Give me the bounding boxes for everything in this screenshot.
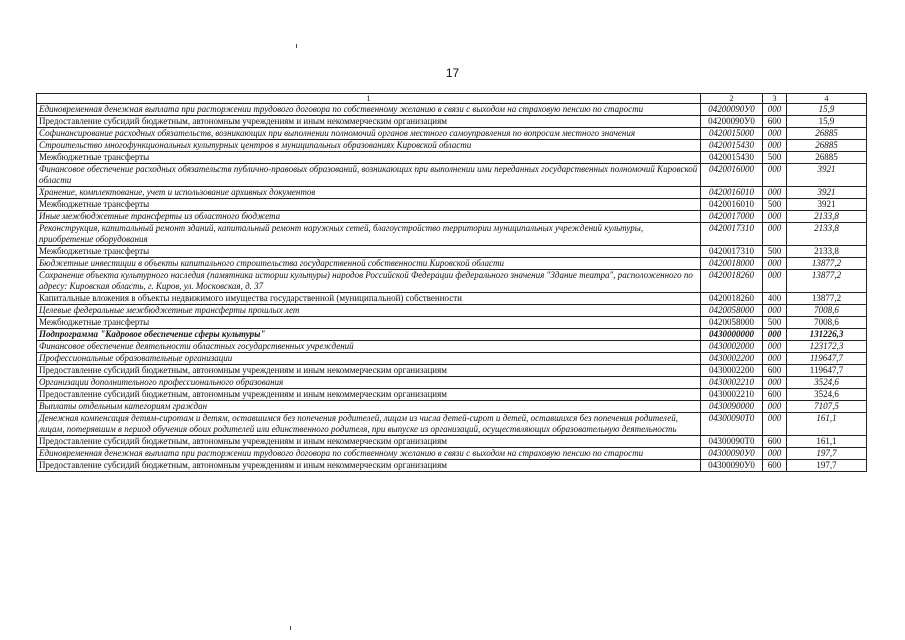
cell-sum: 197,7 <box>787 448 867 460</box>
cell-code: 04200090У0 <box>701 116 763 128</box>
cell-sum: 3524,6 <box>787 389 867 401</box>
cell-name: Финансовое обеспечение расходных обязательств публично-правовых образований, возникающих при выполнении ими переданных государственных полномочий Кировской области <box>37 164 701 187</box>
table-row <box>37 353 867 365</box>
table-row <box>37 140 867 152</box>
column-header-name: 1 <box>37 94 701 104</box>
cell-sum: 131226,3 <box>787 329 867 341</box>
cell-name: Целевые федеральные межбюджетные трансферты прошлых лет <box>37 305 701 317</box>
table-row <box>37 293 867 305</box>
cell-name: Подпрограмма "Кадровое обеспечение сферы культуры" <box>37 329 701 341</box>
scan-speck <box>296 44 297 48</box>
cell-code: 04300090У0 <box>701 448 763 460</box>
cell-expense-type: 000 <box>763 104 787 116</box>
cell-sum: 161,1 <box>787 413 867 436</box>
cell-name: Единовременная денежная выплата при расторжении трудового договора по собственному желанию в связи с выходом на страховую пенсию по старости <box>37 104 701 116</box>
cell-expense-type: 600 <box>763 116 787 128</box>
cell-sum: 13877,2 <box>787 293 867 305</box>
table-row <box>37 246 867 258</box>
cell-expense-type: 000 <box>763 258 787 270</box>
cell-expense-type: 600 <box>763 365 787 377</box>
cell-code: 0420017310 <box>701 246 763 258</box>
cell-sum: 2133,8 <box>787 211 867 223</box>
cell-code: 0430002200 <box>701 353 763 365</box>
cell-code: 0420016000 <box>701 164 763 187</box>
column-header-code: 2 <box>701 94 763 104</box>
cell-code: 0420015430 <box>701 152 763 164</box>
cell-code: 0420018260 <box>701 293 763 305</box>
cell-sum: 13877,2 <box>787 270 867 293</box>
cell-expense-type: 000 <box>763 211 787 223</box>
cell-sum: 7008,6 <box>787 305 867 317</box>
table-row <box>37 329 867 341</box>
cell-sum: 7008,6 <box>787 317 867 329</box>
cell-name: Предоставление субсидий бюджетным, автономным учреждениям и иным некоммерческим организациям <box>37 460 701 472</box>
cell-code: 0430002200 <box>701 365 763 377</box>
cell-name: Сохранение объекта культурного наследия (памятника истории культуры) народов Российской Федерации федерального значения "Здание театра", расположенного по адресу: Кировская область, г. Киров, ул. Московская, д. 37 <box>37 270 701 293</box>
cell-expense-type: 000 <box>763 353 787 365</box>
cell-name: Софинансирование расходных обязательств, возникающих при выполнении полномочий органов местного самоуправления по вопросам местного значения <box>37 128 701 140</box>
cell-code: 0420018000 <box>701 258 763 270</box>
table-header-row <box>37 94 867 104</box>
cell-sum: 119647,7 <box>787 353 867 365</box>
cell-code: 0420015430 <box>701 140 763 152</box>
cell-sum: 161,1 <box>787 436 867 448</box>
table-row <box>37 365 867 377</box>
cell-sum: 3524,6 <box>787 377 867 389</box>
cell-name: Предоставление субсидий бюджетным, автономным учреждениям и иным некоммерческим организациям <box>37 436 701 448</box>
cell-expense-type: 000 <box>763 377 787 389</box>
cell-expense-type: 000 <box>763 401 787 413</box>
cell-sum: 15,9 <box>787 104 867 116</box>
cell-name: Межбюджетные трансферты <box>37 246 701 258</box>
cell-expense-type: 600 <box>763 436 787 448</box>
table-row <box>37 199 867 211</box>
cell-name: Единовременная денежная выплата при расторжении трудового договора по собственному желанию в связи с выходом на страховую пенсию по старости <box>37 448 701 460</box>
table-row <box>37 401 867 413</box>
cell-code: 0430002210 <box>701 377 763 389</box>
cell-sum: 15,9 <box>787 116 867 128</box>
cell-code: 0420018260 <box>701 270 763 293</box>
cell-code: 0430000000 <box>701 329 763 341</box>
cell-sum: 3921 <box>787 199 867 211</box>
cell-expense-type: 500 <box>763 199 787 211</box>
cell-name: Денежная компенсация детям-сиротам и детям, оставшимся без попечения родителей, лицам из числа детей-сирот и детей, оставшихся без попечения родителей, лицам, потерявшим в период обучения обоих родителей или единственного родителя, при выпуске из организаций, осуществляющих образовательную деятельность <box>37 413 701 436</box>
cell-expense-type: 500 <box>763 317 787 329</box>
column-header-expense-type: 3 <box>763 94 787 104</box>
scan-speck <box>290 626 291 630</box>
cell-name: Выплаты отдельным категориям граждан <box>37 401 701 413</box>
cell-code: 04300090Т0 <box>701 436 763 448</box>
cell-expense-type: 500 <box>763 246 787 258</box>
cell-expense-type: 000 <box>763 305 787 317</box>
cell-name: Предоставление субсидий бюджетным, автономным учреждениям и иным некоммерческим организациям <box>37 116 701 128</box>
cell-name: Организации дополнительного профессионального образования <box>37 377 701 389</box>
table-row <box>37 448 867 460</box>
table-row <box>37 223 867 246</box>
cell-expense-type: 000 <box>763 128 787 140</box>
cell-code: 0420058000 <box>701 305 763 317</box>
cell-code: 0420016010 <box>701 187 763 199</box>
cell-expense-type: 000 <box>763 341 787 353</box>
cell-name: Профессиональные образовательные организации <box>37 353 701 365</box>
cell-name: Реконструкция, капитальный ремонт зданий, капитальный ремонт наружных сетей, благоустройство территории муниципальных учреждений культуры, приобретение оборудования <box>37 223 701 246</box>
cell-expense-type: 600 <box>763 460 787 472</box>
cell-name: Межбюджетные трансферты <box>37 199 701 211</box>
table-row <box>37 164 867 187</box>
table-row <box>37 211 867 223</box>
table-row <box>37 377 867 389</box>
cell-name: Межбюджетные трансферты <box>37 317 701 329</box>
cell-name: Финансовое обеспечение деятельности областных государственных учреждений <box>37 341 701 353</box>
cell-code: 0420015000 <box>701 128 763 140</box>
cell-code: 0420058000 <box>701 317 763 329</box>
cell-expense-type: 000 <box>763 164 787 187</box>
table-row <box>37 436 867 448</box>
cell-code: 04200090У0 <box>701 104 763 116</box>
table-row <box>37 104 867 116</box>
cell-expense-type: 000 <box>763 140 787 152</box>
cell-code: 0420017000 <box>701 211 763 223</box>
table-row <box>37 413 867 436</box>
cell-code: 0420017310 <box>701 223 763 246</box>
cell-sum: 3921 <box>787 164 867 187</box>
table-row <box>37 389 867 401</box>
page-number: 17 <box>445 66 460 80</box>
budget-table <box>36 93 867 472</box>
cell-sum: 26885 <box>787 140 867 152</box>
cell-sum: 13877,2 <box>787 258 867 270</box>
cell-name: Строительство многофункциональных культурных центров в муниципальных образованиях Кировской области <box>37 140 701 152</box>
table-row <box>37 128 867 140</box>
table-row <box>37 317 867 329</box>
cell-name: Предоставление субсидий бюджетным, автономным учреждениям и иным некоммерческим организациям <box>37 389 701 401</box>
cell-code: 0430090000 <box>701 401 763 413</box>
cell-sum: 2133,8 <box>787 223 867 246</box>
table-row <box>37 460 867 472</box>
cell-expense-type: 400 <box>763 293 787 305</box>
cell-name: Межбюджетные трансферты <box>37 152 701 164</box>
cell-sum: 26885 <box>787 128 867 140</box>
table-row <box>37 187 867 199</box>
cell-expense-type: 500 <box>763 152 787 164</box>
cell-expense-type: 000 <box>763 187 787 199</box>
table-row <box>37 305 867 317</box>
cell-code: 04300090У0 <box>701 460 763 472</box>
cell-name: Предоставление субсидий бюджетным, автономным учреждениям и иным некоммерческим организациям <box>37 365 701 377</box>
cell-code: 0430002210 <box>701 389 763 401</box>
column-header-sum: 4 <box>787 94 867 104</box>
cell-sum: 7107,5 <box>787 401 867 413</box>
cell-code: 0420016010 <box>701 199 763 211</box>
table-row <box>37 270 867 293</box>
table-body <box>37 104 867 472</box>
cell-sum: 123172,3 <box>787 341 867 353</box>
cell-expense-type: 000 <box>763 448 787 460</box>
cell-name: Хранение, комплектование, учет и использование архивных документов <box>37 187 701 199</box>
cell-name: Иные межбюджетные трансферты из областного бюджета <box>37 211 701 223</box>
cell-code: 04300090Т0 <box>701 413 763 436</box>
table-row <box>37 341 867 353</box>
cell-name: Капитальные вложения в объекты недвижимого имущества государственной (муниципальной) собственности <box>37 293 701 305</box>
cell-code: 0430002000 <box>701 341 763 353</box>
cell-sum: 2133,8 <box>787 246 867 258</box>
cell-expense-type: 000 <box>763 223 787 246</box>
cell-sum: 26885 <box>787 152 867 164</box>
cell-expense-type: 000 <box>763 270 787 293</box>
table-row <box>37 258 867 270</box>
cell-sum: 3921 <box>787 187 867 199</box>
cell-expense-type: 000 <box>763 413 787 436</box>
cell-name: Бюджетные инвестиции в объекты капитального строительства государственной собственности Кировской области <box>37 258 701 270</box>
cell-expense-type: 000 <box>763 329 787 341</box>
table-row <box>37 152 867 164</box>
cell-expense-type: 600 <box>763 389 787 401</box>
table-row <box>37 116 867 128</box>
cell-sum: 119647,7 <box>787 365 867 377</box>
cell-sum: 197,7 <box>787 460 867 472</box>
